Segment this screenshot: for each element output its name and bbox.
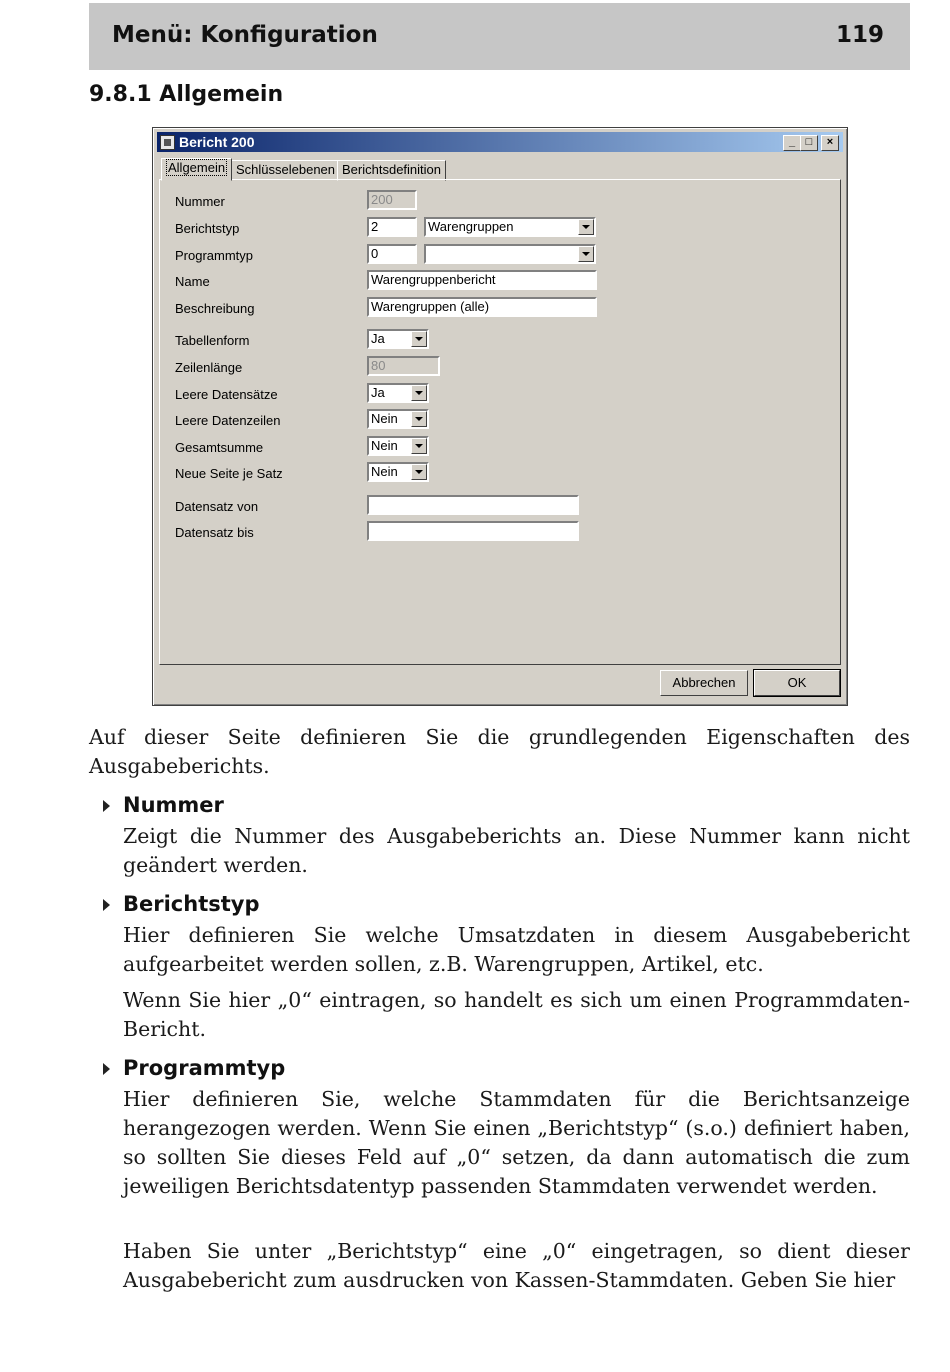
berichtstyp-input[interactable]: 2 (367, 217, 417, 237)
app-icon (160, 135, 175, 150)
label-beschreibung: Beschreibung (175, 301, 255, 316)
chevron-down-icon[interactable] (411, 411, 427, 427)
intro-paragraph: Auf dieser Seite definieren Sie die grundlegenden Eigenschaften des Ausgabeberichts. (89, 725, 910, 778)
item-text: Wenn Sie hier „0“ eintragen, so handelt es sich um einen Programmdaten-Bericht. (123, 988, 910, 1041)
nummer-field: 200 (367, 190, 417, 210)
minimize-button[interactable]: _ (783, 135, 801, 151)
tab-panel-allgemein (159, 179, 841, 665)
gesamtsumme-select[interactable]: Nein (367, 436, 429, 456)
programmtyp-input[interactable]: 0 (367, 244, 417, 264)
tabellenform-select[interactable]: Ja (367, 329, 429, 349)
chevron-down-icon[interactable] (411, 438, 427, 454)
name-input[interactable]: Warengruppenbericht (367, 270, 597, 290)
page-header (89, 3, 910, 70)
label-berichtstyp: Berichtstyp (175, 221, 240, 236)
dialog-titlebar (157, 132, 843, 152)
item-title-berichtstyp: Berichtstyp (123, 892, 260, 916)
item-text: Hier definieren Sie welche Umsatzdaten in diesem Ausgabebericht aufgearbeitet werden sollen, z.B. Warengruppen, Artikel, etc. (123, 923, 910, 976)
label-datensatz-von: Datensatz von (175, 499, 259, 514)
leere-datenzeilen-select[interactable]: Nein (367, 409, 429, 429)
datensatz-bis-input[interactable] (367, 521, 579, 541)
chevron-down-icon[interactable] (578, 246, 594, 262)
datensatz-von-input[interactable] (367, 495, 579, 515)
tab-allgemein[interactable]: Allgemein (161, 158, 232, 181)
tab-schluesselebenen[interactable]: Schlüsselebenen (231, 160, 340, 181)
label-datensatz-bis: Datensatz bis (175, 525, 254, 540)
label-tabellenform: Tabellenform (175, 333, 250, 348)
item-text: Zeigt die Nummer des Ausgabeberichts an. Diese Nummer kann nicht geändert werden. (123, 824, 910, 877)
report-dialog (152, 127, 848, 706)
label-leere-datenzeilen: Leere Datenzeilen (175, 413, 281, 428)
chevron-down-icon[interactable] (411, 385, 427, 401)
beschreibung-input[interactable]: Warengruppen (alle) (367, 297, 597, 317)
programmtyp-select[interactable] (424, 244, 596, 264)
label-programmtyp: Programmtyp (175, 248, 254, 263)
item-title-nummer: Nummer (123, 793, 224, 817)
berichtstyp-select[interactable]: Warengruppen (424, 217, 596, 237)
dialog-title: Bericht 200 (179, 134, 255, 150)
label-name: Name (175, 274, 210, 289)
zeilenlaenge-field: 80 (367, 356, 440, 376)
label-gesamtsumme: Gesamtsumme (175, 440, 264, 455)
neue-seite-select[interactable]: Nein (367, 462, 429, 482)
page-number: 119 (835, 22, 884, 48)
item-text: Hier definieren Sie, welche Stammdaten für die Berichtsanzeige herangezogen werden. Wenn Sie einen „Berichtstyp“ (s.o.) definiert haben, so sollten Sie dieses Feld auf „0“ setzen, da dann automatisch die zum jeweiligen Berichtsdatentyp passenden Stammdaten verwendet werden. (123, 1087, 910, 1198)
leere-datensaetze-select[interactable]: Ja (367, 383, 429, 403)
page-header-title: Menü: Konfiguration (112, 22, 378, 48)
chevron-down-icon[interactable] (411, 331, 427, 347)
label-neue-seite: Neue Seite je Satz (175, 466, 283, 481)
label-zeilenlaenge: Zeilenlänge (175, 360, 243, 375)
item-text: Haben Sie unter „Berichtstyp“ eine „0“ eingetragen, so dient dieser Ausgabebericht zum ausdrucken von Kassen-Stammdaten. Geben Sie hier (123, 1239, 910, 1292)
chevron-down-icon[interactable] (578, 219, 594, 235)
maximize-button[interactable]: □ (800, 135, 818, 151)
item-title-programmtyp: Programmtyp (123, 1056, 286, 1080)
label-leere-datensaetze: Leere Datensätze (175, 387, 278, 402)
cancel-button[interactable]: Abbrechen (660, 670, 748, 696)
section-title: 9.8.1 Allgemein (89, 82, 284, 107)
ok-button[interactable]: OK (754, 670, 840, 696)
tab-berichtsdefinition[interactable]: Berichtsdefinition (337, 160, 446, 181)
label-nummer: Nummer (175, 194, 225, 209)
chevron-down-icon[interactable] (411, 464, 427, 480)
close-button[interactable]: × (821, 135, 839, 151)
